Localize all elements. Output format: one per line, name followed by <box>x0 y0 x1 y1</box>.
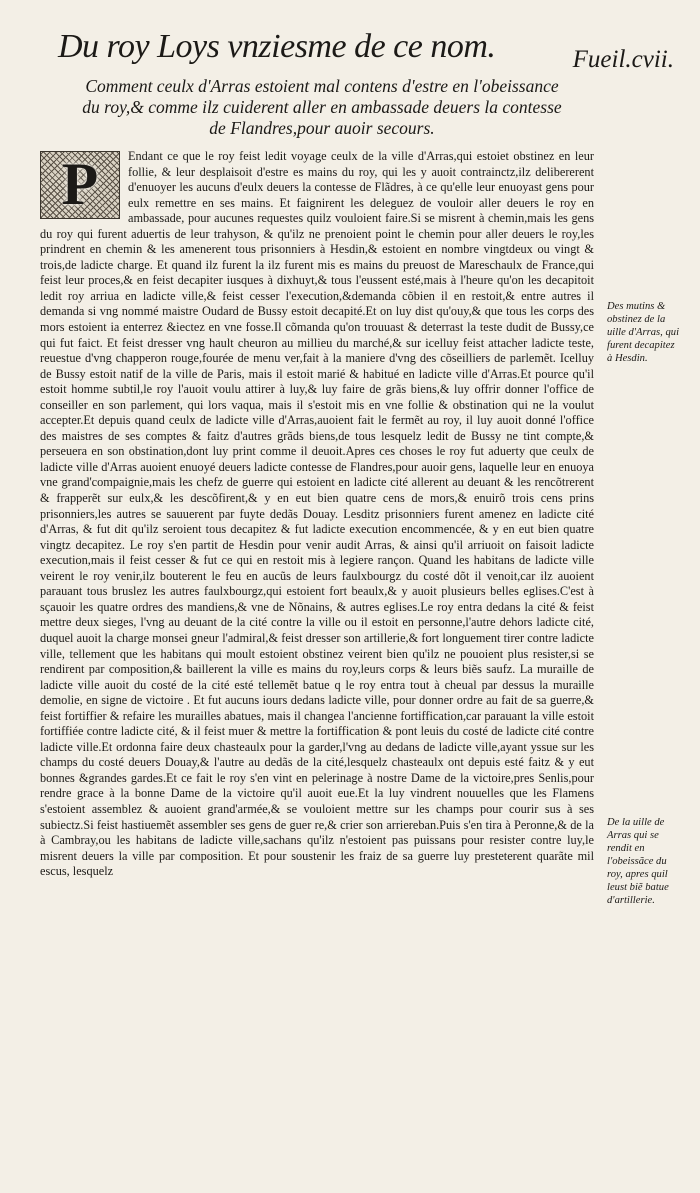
drop-cap-letter: P <box>61 151 99 218</box>
margin-note-mutins: Des mutins & obstinez de la uille d'Arras, qui furent decapitez à Hesdin. <box>607 301 680 364</box>
ornamental-initial-p <box>40 151 120 219</box>
chapter-heading: Comment ceulx d'Arras estoient mal contens d'estre en l'obeissance du roy,& comme ilz cuiderent aller en ambassade deuers la contesse de Flandres,pour auoir secours. <box>82 76 562 138</box>
running-head-title: Du roy Loys vnziesme de ce nom. <box>58 28 496 65</box>
running-head <box>52 22 682 78</box>
body-paragraph: Endant ce que le roy feist ledit voyage ceulx de la ville d'Arras,qui estoiet obstinez en leur follie, & leur desplaisoit d'estre es mains du roy, qui les y auoit contrainctz,ilz delibererent d'enuoyer les aucuns d'eulx deuers la contesse de Flãdres, à ce qu'elle leur enuoyast gens pour eulx remettre en ses mains. Et faignirent les deleguez de vouloir aller deuers le roy en ambassade, pour aucunes requestes quilz vouloient faire.Si se misrent à chemin,mais les gens du roy qui furent aduertis de leur trahyson, & qu'ilz ne prenoient point le chemin pour aller deuers le roy,les prindrent en chemin & les amenerent tous prisonniers à Hesdin,& estoient en nombre vingtdeux ou vingt & trois,de ladicte charge. Et quand ilz furent la ilz furent mis es mains du preuost de Mareschaulx de France,qui feist leur proces,& en feist decapiter iusques à dixhuyt,& tous l'eussent esté,mais à l'heure qu'on les decapitoit ledit roy arriua en ladicte ville,& feist cesser l'execution,&demanda cõbien il en restoit,& entre autres il demanda si vng nommé maistre Oudard de Bussy estoit decapité.Et on luy dist qu'ouy,& que tous les corps des mors estoient ia enterrez &iectez en vne fosse.Il cõmanda qu'on trouuast & deterrast la teste dudit de Bussy,ce qui fut faict. Et feist dresser vng hault cheuron au millieu du marché,& sur icelluy feist attacher ladicte teste, reuestue d'vng chapperon rouge,fourée de menu ver,fait à la maniere d'vng des cõseilliers de parlemẽt. Icelluy de Bussy estoit natif de la ville de Paris, mais il estoit marié & habitué en ladicte ville d'Arras.Et pource qu'il estoit homme subtil,le roy l'auoit voulu attirer à luy,& luy faire de grãs biens,& luy offrir donner l'office de conseiller en son parlement, qui lors vaqua, mais il s'estoit mis en vne follie & obstination qui ne la voulut accepter.Et depuis quand ceulx de ladicte ville d'Arras,auoient fait le fermẽt au roy, il luy auoit donné l'office des maistres de ses comptes & faitz d'autres grãds biens,de tous lesquelz ledit de Bussy ne tint compte,& perseuera en son obstination,dont luy print comme il deuoit.Apres ces choses le roy fut aduerty que ceulx de ladicte ville d'Arras auoient enuoyé deuers ladicte contesse de Flandres,pour auoir gens, laquelle leur en enuoya vne grand'compaignie,mais les chefz de guerre qui estoient en ladicte cité allerent au deuant & les rencõtrerent & frapperẽt sur eulx,& les descõfirent,& y en eut bien quatre cens de mors,& enuirõ trois cens prins prisonniers,les autres se sauuerent par fuyte dedãs Douay. Lesditz prisonniers furent amenez en ladicte cité d'Arras, & fut dit qu'ilz seroient tous decapitez & fut ladicte execution encommencée, & y en eut bien quatre vingtz decapitez. Le roy s'en partit de Hesdin pour venir audit Arras, & ainsi qu'il arriuoit on faisoit ladicte execution,mais il feist cesser & fut ce qui en restoit mis à legiere rançon. Quand les habitans de ladicte ville veirent le roy venir,ilz bouterent le feu en aucũs de leurs faulxbourgz du costé dõt il venoit,car ilz auoient parauant tous bruslez les autres faulxbourgz,qui estoient fort beaulx,& y auoit plusieurs belles eglises.C'est à sçauoir les quatre ordres des mandiens,& vne de Nõnains, & autres eglises.Le roy entra dedans la cité & feist mettre deux sieges, l'vng au deuant de la cité contre la ville ou il estoit en personne,l'autre dehors ladicte cité, duquel auoit la charge monsei gneur l'admiral,& feist dresser son artillerie,& fort longuement tirer contre ladicte ville, tellement que les habitans qui moult estoient obstinez veirent bien qu'ilz ne pouoient plus resister,si se rendirent par composition,& baillerent la ville es mains du roy,leurs corps & leurs biẽs saufz. La muraille de ladicte ville auoit du costé de la cité esté tellemẽt batue q le roy entra tout à cheual par dessus la muraille demolie, en signe de victoire . Et fut aucuns iours dedans ladicte ville, pour donner ordre au fait de sa guerre,& feist fortiffier & refaire les murailles abatues, mais il changea l'ancienne fortiffication,car parauant la ville estoit fortiffiée contre ladicte cité, & il feist muer & mettre la fortiffication & pont leuis du costé de ladicte cité contre ladicte ville.Et ordonna faire deux chasteaulx pour la garder,l'vng au dedans de ladicte ville,ayant yssue sur les champs du costé deuers Douay,& l'autre au dedãs de la cité,lesquelz chasteaulx ont depuis esté faitz & y eut bonnes &grandes gardes.Et ce fait le roy s'en vint en pelerinage à nostre Dame de la victoire,pres Senlis,pour rendre grace à la bonne Dame de la victoire qu'il auoit eue.Et la luy vindrent nouuelles que les Flamens s'estoient assemblez & auoient grand'armée,& se vouloient mettre sur les champs pour courir sus à ses subiectz.Si feist hastiuemẽt assembler ses gens de guer re,& crier son arriereban.Puis s'en tira à Peronne,& de la à Cambray,ou les habitans de ladicte ville,sachans qu'ilz n'estoient pas puissans pour resister contre luy,le misrent deuers la ville par composition. Et pour soustenir les fraiz de sa guerre luy presteterent quarãte mil escus, lesquelz <box>40 149 594 879</box>
body-text-block <box>40 149 594 1179</box>
margin-note-arras-rendit: De la uille de Arras qui se rendit en l'obeissãce du roy, apres quil leust biẽ batue d'artillerie. <box>607 817 669 906</box>
folio-number: Fueil.cvii. <box>572 46 674 73</box>
